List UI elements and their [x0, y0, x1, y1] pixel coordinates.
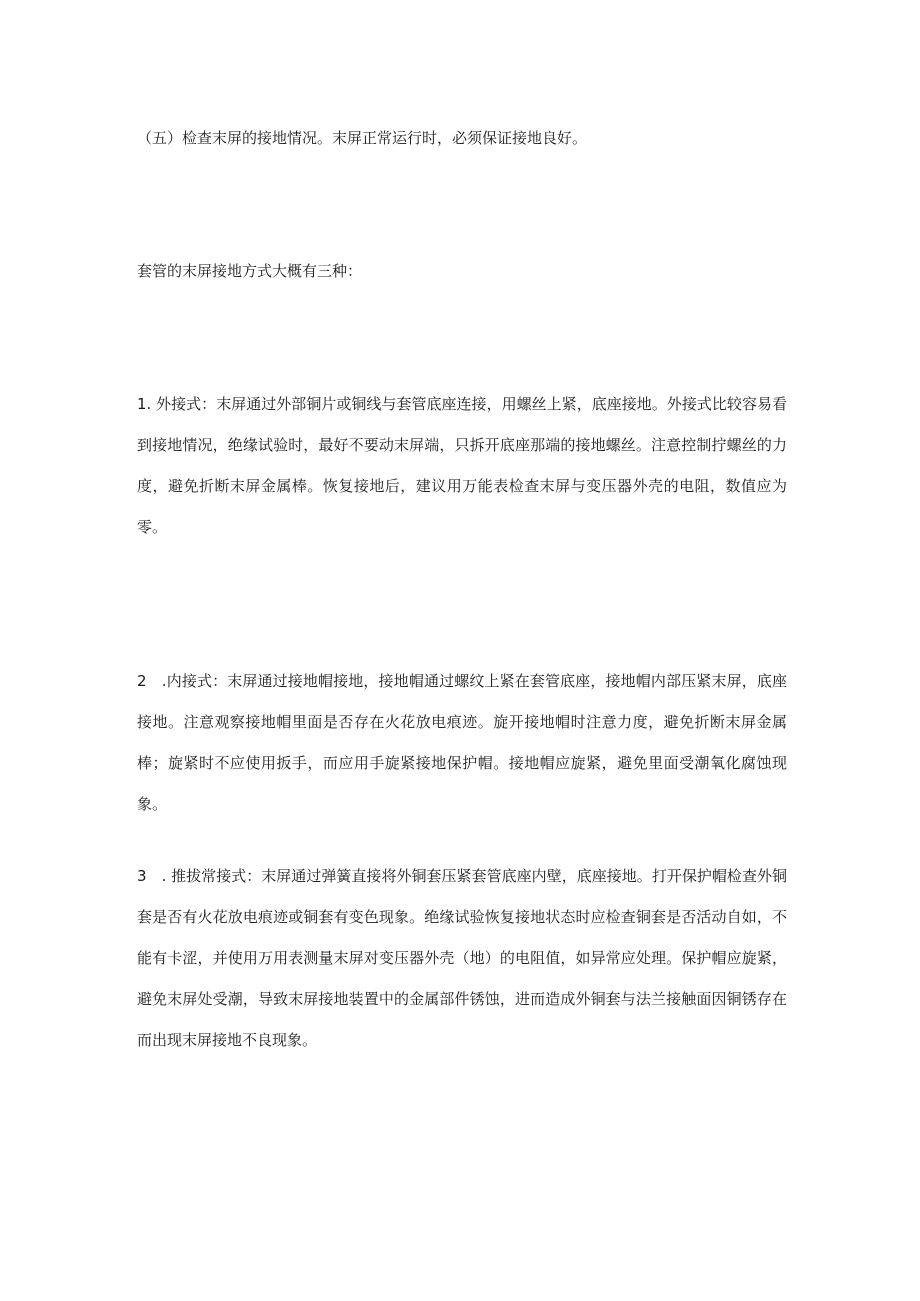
list-item-push-pull-type: 3 . 推拔常接式：末屏通过弹簧直接将外铜套压紧套管底座内壁，底座接地。打开保护帽检查外铜套是否有火花放电痕迹或铜套有变色现象。绝缘试验恢复接地状态时应检查铜套是否活动自如，不能有卡涩，并使用万用表测量末屏对变压器外壳（地）的电阻值，如异常应处理。保护帽应旋紧，避免末屏处受潮，导致末屏接地装置中的金属部件锈蚀，进而造成外铜套与法兰接触面因铜锈存在而出现末屏接地不良现象。 — [137, 867, 787, 1049]
list-item-internal-type: 2 .内接式：末屏通过接地帽接地，接地帽通过螺纹上紧在套管底座，接地帽内部压紧末屏，底座接地。注意观察接地帽里面是否存在火花放电痕迹。旋开接地帽时注意力度，避免折断末屏金属棒；旋紧时不应使用扳手，而应用手旋紧接地保护帽。接地帽应旋紧，避免里面受潮氧化腐蚀现象。 — [137, 672, 787, 813]
section-heading: （五）检查末屏的接地情况。末屏正常运行时，必须保证接地良好。 — [137, 129, 588, 147]
intro-paragraph: 套管的末屏接地方式大概有三种： — [137, 262, 363, 280]
list-item-external-type: 1. 外接式：末屏通过外部铜片或铜线与套管底座连接，用螺丝上紧，底座接地。外接式比较容易看到接地情况，绝缘试验时，最好不要动末屏端，只拆开底座那端的接地螺丝。注意控制拧螺丝的力度，避免折断末屏金属棒。恢复接地后，建议用万能表检查末屏与变压器外壳的电阻，数值应为零。 — [137, 395, 787, 536]
